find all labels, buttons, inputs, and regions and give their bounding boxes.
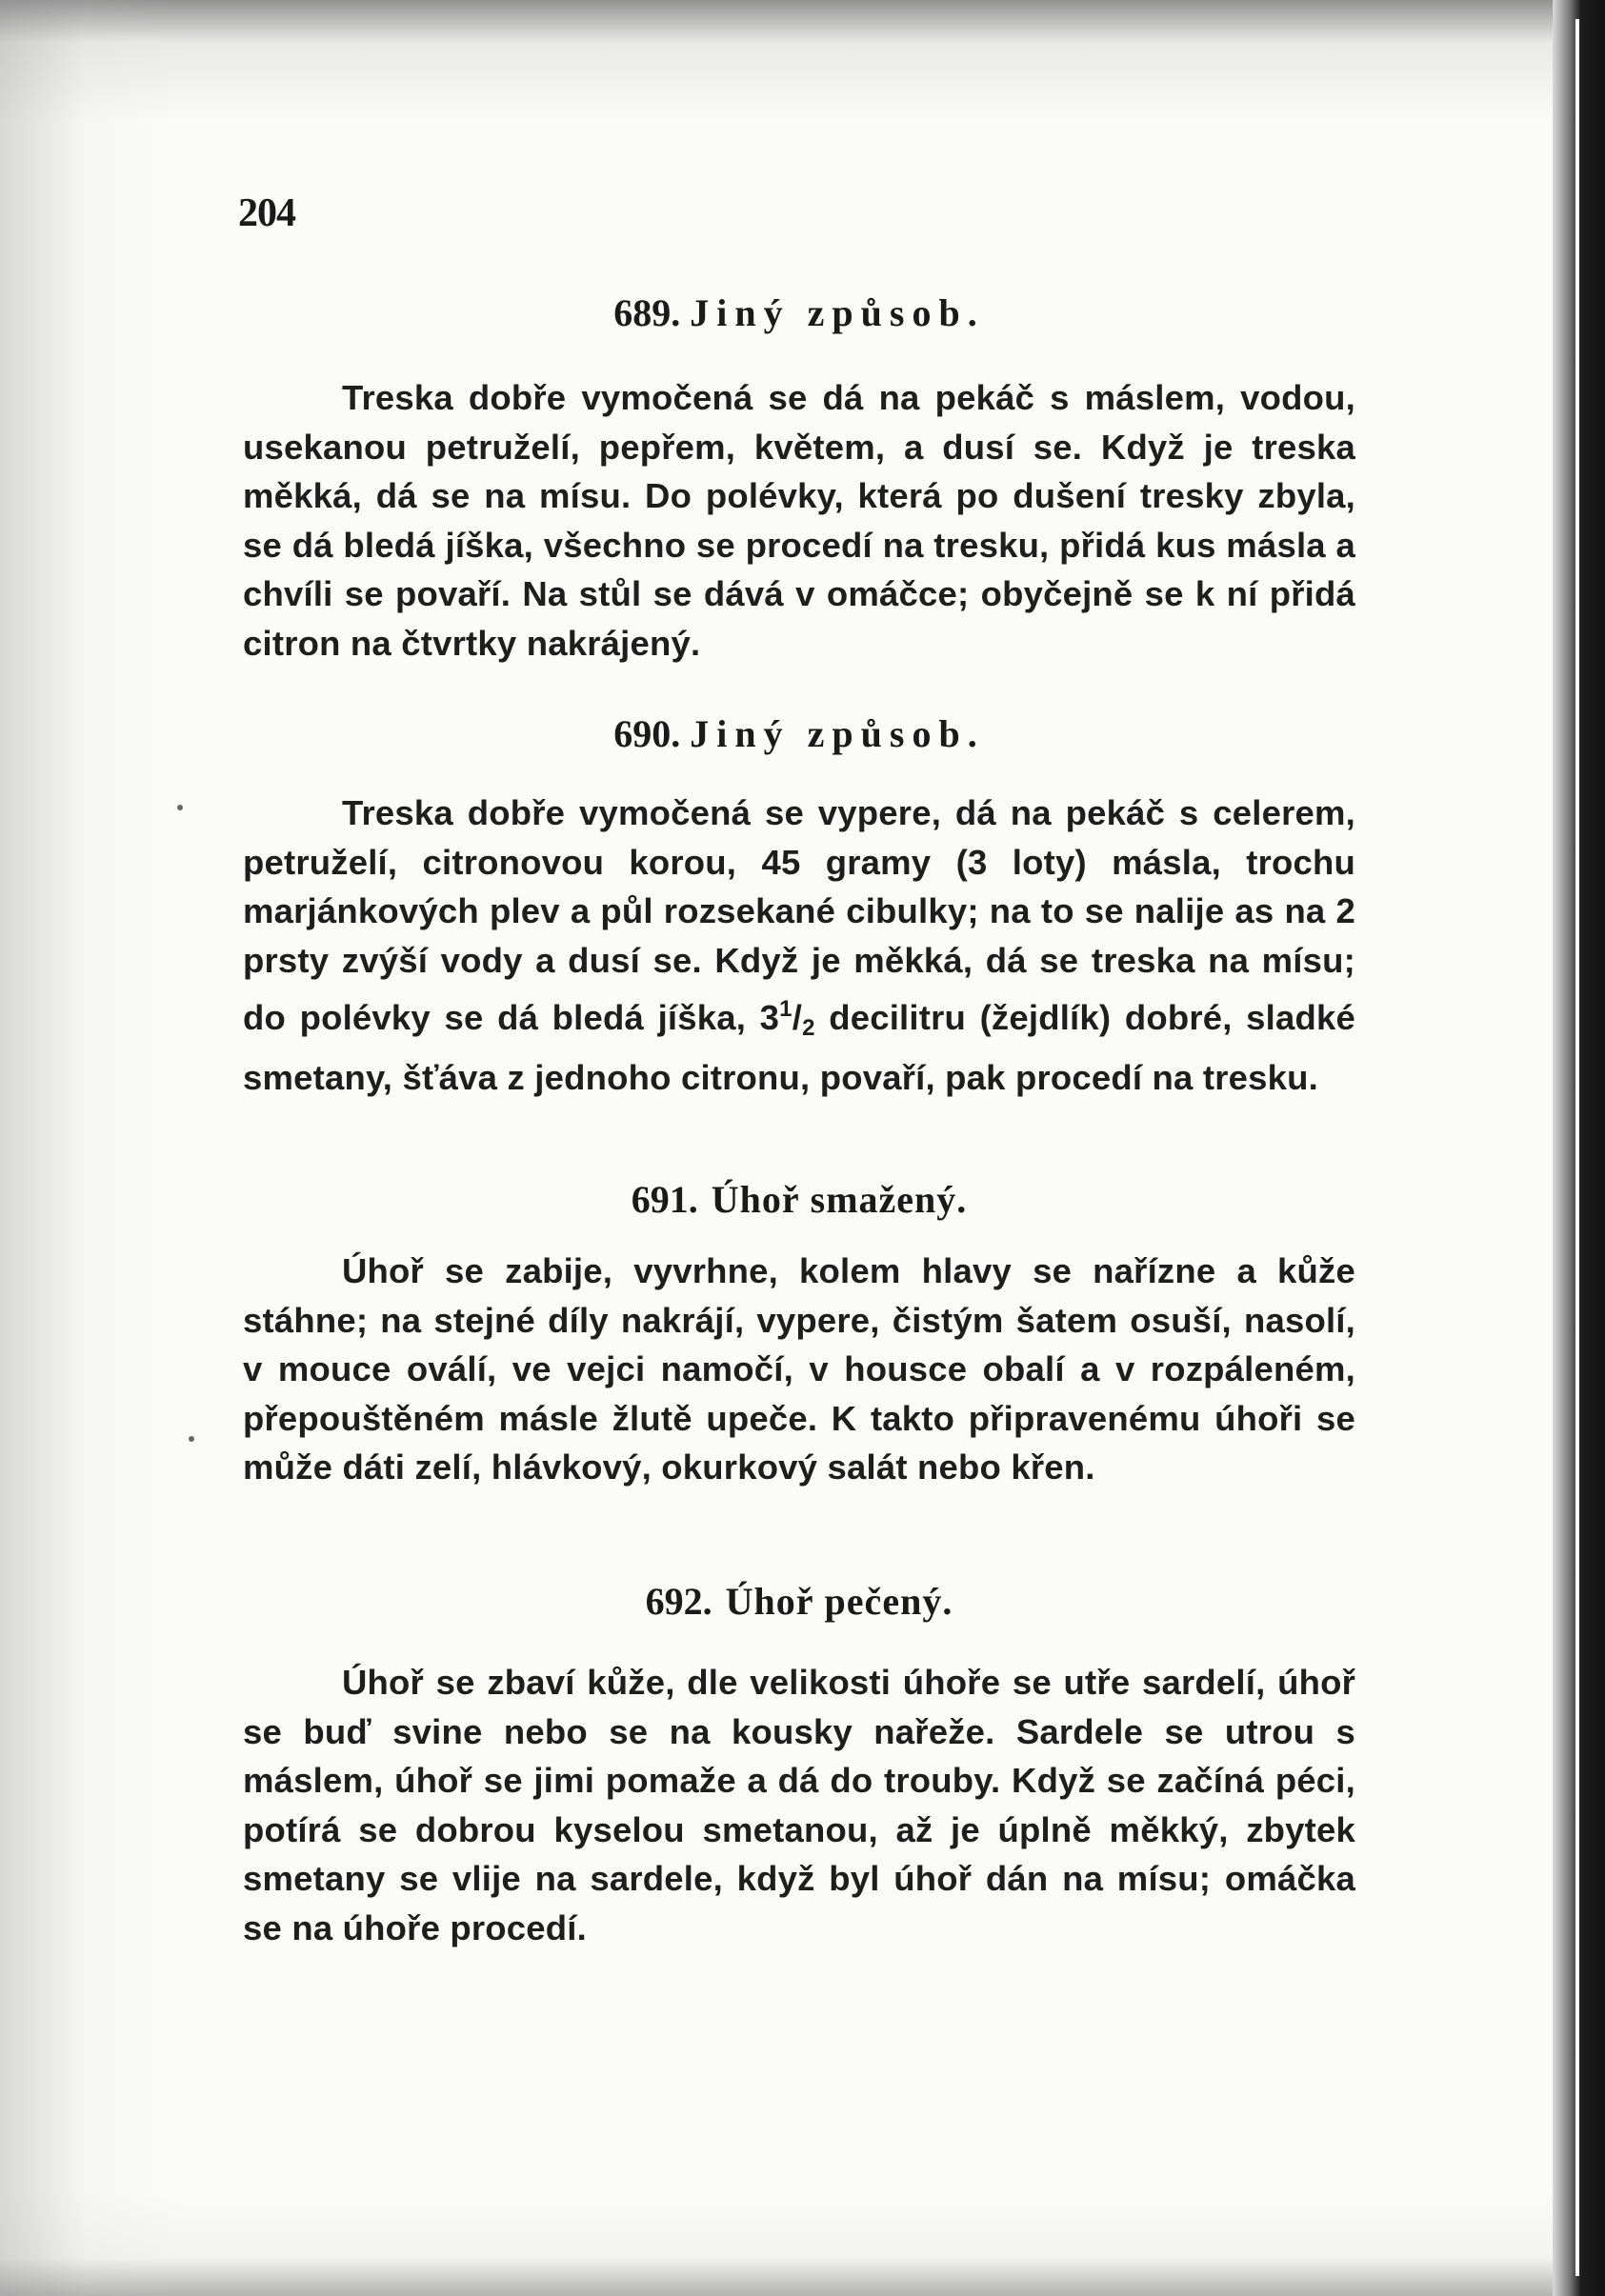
recipe-number: 690.: [613, 712, 681, 755]
recipe-text: Úhoř se zbaví kůže, dle velikosti úhoře se utře sardelí, úhoř se buď svine nebo se na kousky nařeže. Sardele se utrou s máslem, úhoř se jimi pomaže a dá do trouby. Když se začíná péci, potírá se dobrou kyselou smetanou, až je úplně měkký, zbytek smetany se vlije na sardele, když byl úhoř dán na mísu; omáčka se na úhoře procedí.: [243, 1663, 1355, 1947]
recipe-number: 689.: [613, 291, 681, 334]
fraction-whole: 3: [759, 998, 780, 1037]
recipe-title: Jiný způsob.: [690, 291, 985, 334]
recipe-690: [243, 709, 1355, 1102]
recipe-692: [243, 1576, 1355, 1952]
recipe-heading: [243, 288, 1355, 339]
recipe-title: Úhoř pečený.: [725, 1580, 953, 1623]
recipe-heading: [243, 1576, 1355, 1627]
print-speck: [177, 805, 183, 810]
recipe-text: Treska dobře vymočená se vypere, dá na pekáč s celerem, petruželí, citronovou korou, 45 gramy (3 loty) másla, trochu marjánkových plev a půl rozsekané cibulky; na to se nalije as na 2 prsty zvýší vody a dusí se. Když je měkká, dá se treska na mísu; do polévky se dá bledá jíška, $3^1/_2$ decilitru (žejdlík) dobré, sladké smetany, šťáva z jednoho citronu, povaří, pak procedí na tresku.: [243, 793, 1355, 1097]
recipe-heading: [243, 1174, 1355, 1226]
recipe-number: 692.: [645, 1580, 712, 1623]
recipe-text: Úhoř se zabije, vyvrhne, kolem hlavy se nařízne a kůže stáhne; na stejné díly nakrájí, vypere, čistým šatem osuší, nasolí, v mouce oválí, ve vejci namočí, v housce obalí a v rozpáleném, přepouštěném másle žlutě upeče. K takto připravenému úhoři se může dáti zelí, hlávkový, okurkový salát nebo křen.: [243, 1251, 1355, 1487]
recipe-title: Úhoř smažený.: [711, 1178, 968, 1221]
recipe-text: Treska dobře vymočená se dá na pekáč s máslem, vodou, usekanou petruželí, pepřem, květem, a dusí se. Když je treska měkká, dá se na mísu. Do polévky, která po dušení tresky zbyla, se dá bledá jíška, všechno se procedí na tresku, přidá kus másla a chvíli se povaří. Na stůl se dává v omáčce; obyčejně se k ní přidá citron na čtvrtky nakrájený.: [243, 378, 1355, 663]
recipe-text-part: Treska dobře vymočená se vypere, dá na pekáč s celerem, petruželí, citronovou korou, 45 gramy (3 loty) másla, trochu marjánkových plev a půl rozsekané cibulky; na to se nalije as na 2 prsty zvýší vody a dusí se. Když je měkká, dá se treska na mísu; do polévky se dá bledá jíška,: [243, 793, 1355, 1037]
page-edge-line: [1575, 19, 1579, 2276]
recipe-689: [243, 288, 1355, 668]
recipe-number: 691.: [631, 1178, 698, 1221]
recipe-title: Jiný způsob.: [690, 712, 985, 755]
fraction-denominator: 2: [802, 1015, 815, 1041]
page-number: 204: [238, 191, 295, 235]
recipe-text-part: decilitru (žejdlík) dobré, sladké smetany, šťáva z jednoho citronu, povaří, pak procedí na tresku.: [243, 998, 1355, 1097]
print-speck: [189, 1436, 194, 1442]
recipe-691: [243, 1174, 1355, 1492]
recipe-heading: [243, 709, 1355, 760]
fraction-numerator: 1: [779, 996, 792, 1022]
